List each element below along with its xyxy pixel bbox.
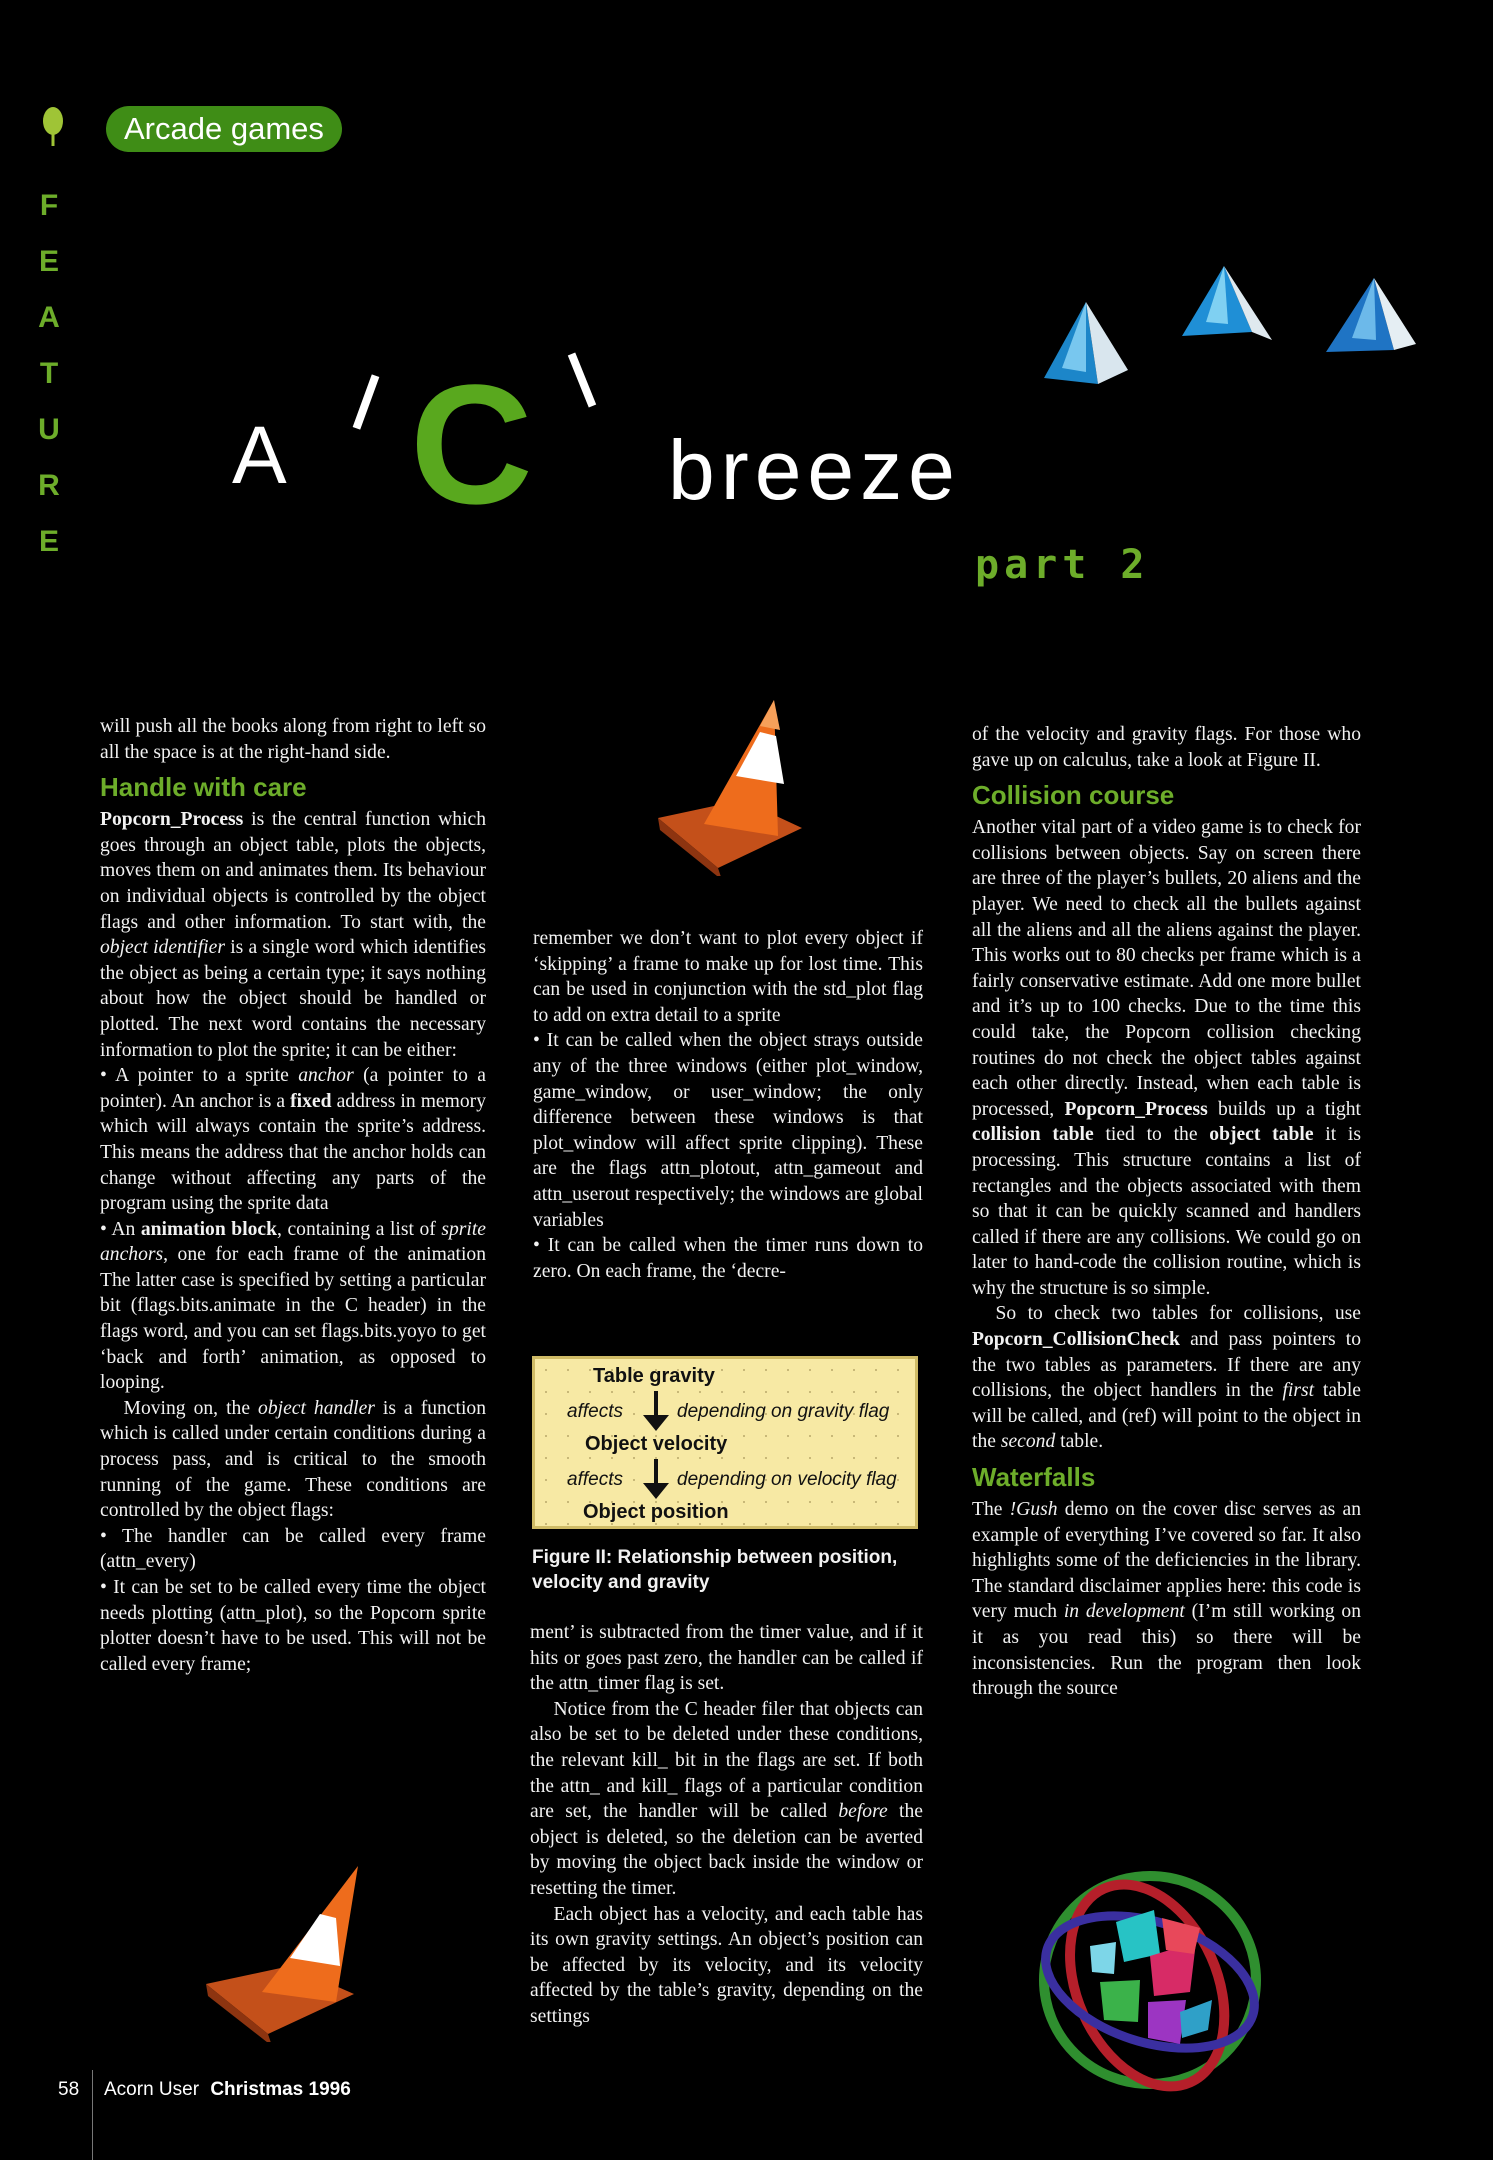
body-paragraph: Popcorn_Process is the central function which goes through an object table, plots the objects, moves them on and animates them. Its behaviour on individual objects is controlled by the object flags and other information. To start with, the object identifier is a single word which identifies the object as being a certain type; it says nothing about how the object should be handled or plotted. The next word contains the necessary information to plot the sprite; it can be either: xyxy=(100,809,486,1061)
bullet-item: • It can be called when the timer runs down to zero. On each frame, the ‘decre- xyxy=(533,1235,923,1282)
article-column-2 xyxy=(533,926,923,1284)
page-number: 58 xyxy=(58,2079,80,2100)
pyramid-icon xyxy=(1176,262,1276,346)
feature-letter: R xyxy=(38,469,60,502)
title-quote-right xyxy=(568,353,596,408)
footer-divider xyxy=(92,2070,93,2160)
body-paragraph: ment’ is subtracted from the timer value, and if it hits or goes past zero, the handler can be called if the attn_timer flag is set. xyxy=(530,1622,923,1695)
feature-letter: E xyxy=(38,525,59,558)
body-paragraph: Moving on, the object handler is a function which is called under certain conditions during a process pass, and is critical to the smooth running of the game. These conditions are controlled by the object flags: xyxy=(100,1397,486,1522)
section-heading: Waterfalls xyxy=(972,1462,1096,1493)
article-column-1 xyxy=(100,714,486,1677)
traffic-cone-icon xyxy=(202,1862,372,2042)
feature-letter: U xyxy=(38,413,60,446)
bullet-item: • It can be set to be called every time the object needs plotting (attn_plot), so the Popcorn sprite plotter doesn’t have to be used. This will not be called every frame; xyxy=(100,1577,486,1675)
diagram-node: Object position xyxy=(583,1501,729,1523)
section-heading: Handle with care xyxy=(100,772,307,803)
body-paragraph: So to check two tables for collisions, use Popcorn_CollisionCheck and pass pointers to the two tables as parameters. If there are any collisions, the object handlers in the first table will be called, and (ref) will point to the object in the second table. xyxy=(972,1303,1361,1453)
title-word-breeze: breeze xyxy=(668,423,961,517)
arrow-down-icon xyxy=(639,1457,673,1501)
title-quote-left xyxy=(353,374,380,429)
section-heading: Collision course xyxy=(972,780,1175,811)
diagram-edge-label: affects xyxy=(567,1469,623,1490)
body-paragraph: Notice from the C header filer that objects can also be set to be deleted under these conditions, the relevant kill_ bit in the flags are set. If both the attn_ and kill_ flags of a particular condition are set, the handler will be called before the object is deleted, so the deletion can be averted by moving the object back inside the window or resetting the timer. xyxy=(530,1698,923,1899)
bullet-item: • A pointer to a sprite anchor (a pointer to a pointer). An anchor is a fixed address in memory which will always contain the sprite’s address. This means the address that the anchor holds can change without affecting any parts of the program using the sprite data xyxy=(100,1065,486,1215)
footer-magazine xyxy=(104,2078,351,2102)
feature-section-label xyxy=(34,178,64,570)
diagram-node: Object velocity xyxy=(585,1433,728,1455)
body-paragraph: The !Gush demo on the cover disc serves as an example of everything I’ve covered so far. It also highlights some of the deficiencies in the library. The standard disclaimer applies here: this code is very much in development (I’m still working on it as you read this) so there will be inconsistencies. Run the program then look through the source xyxy=(972,1499,1361,1700)
magazine-name: Acorn User xyxy=(104,2079,200,2100)
bullet-item: • It can be called when the object strays outside any of the three windows (either plot_window, game_window, or user_window; the only difference between these windows is that plot_window will affect sprite clipping). These are the flags attn_plotout, attn_gameout and attn_userout respectively; the windows are global variables xyxy=(533,1030,923,1231)
feature-letter: E xyxy=(38,245,59,278)
traffic-cone-icon xyxy=(652,696,822,876)
title-word-a: A xyxy=(232,410,287,501)
section-pill: Arcade games xyxy=(106,106,342,152)
leaf-icon xyxy=(40,104,66,148)
subtitle-part: part 2 xyxy=(975,542,1150,588)
diagram-edge-label: depending on velocity flag xyxy=(677,1469,897,1490)
feature-letter: F xyxy=(39,189,59,222)
body-paragraph: remember we don’t want to plot every object if ‘skipping’ a frame to make up for lost time. This can be used in conjunction with the std_plot flag to add on extra detail to a sprite xyxy=(533,928,923,1026)
article-column-3 xyxy=(972,722,1361,1702)
body-paragraph: will push all the books along from right to left so all the space is at the right-hand side. xyxy=(100,716,486,763)
feature-letter: A xyxy=(38,301,60,334)
feature-letter: T xyxy=(39,357,59,390)
diagram-node: Table gravity xyxy=(593,1365,715,1387)
diagram-edge-label: affects xyxy=(567,1401,623,1422)
body-paragraph: of the velocity and gravity flags. For those who gave up on calculus, take a look at Figure II. xyxy=(972,724,1361,771)
arrow-down-icon xyxy=(639,1389,673,1433)
body-paragraph: Another vital part of a video game is to check for collisions between objects. Say on screen there are three of the player’s bullets, 20 aliens and the player. We need to check all the bullets against all the aliens and all the aliens against the player. This works out to 80 checks per frame which is a fairly conservative estimate. Add one more bullet and it’s up to 100 checks. Due to the time this could take, the Popcorn collision checking routines do not check the object tables against each other directly. Instead, when each table is processed, Popcorn_Process builds up a tight collision table tied to the object table it is processing. This structure contains a list of rectangles and the objects associated with them so that it can be quickly scanned and handlers called if there are any collisions. We could go on later to hand-code the collision routine, which is why the structure is so simple. xyxy=(972,817,1361,1299)
pyramid-icon xyxy=(1036,298,1132,388)
issue-name: Christmas 1996 xyxy=(210,2079,351,2100)
pyramid-icon xyxy=(1320,274,1420,358)
bullet-item: • The handler can be called every frame (attn_every) xyxy=(100,1525,486,1573)
body-paragraph: Each object has a velocity, and each table has its own gravity settings. An object’s position can be affected by its velocity, and its velocity affected by the table’s gravity, depending on the settings xyxy=(530,1903,923,2027)
wireframe-sphere-icon xyxy=(1030,1862,1270,2102)
diagram-edge-label: depending on gravity flag xyxy=(677,1401,890,1422)
article-column-2-continued xyxy=(530,1620,923,2030)
title-letter-c: C xyxy=(410,350,533,540)
figure-caption: Figure II: Relationship between position, velocity and gravity xyxy=(532,1547,898,1593)
figure-diagram xyxy=(532,1356,918,1529)
bullet-item: • An animation block, containing a list of sprite anchors, one for each frame of the animation The latter case is specified by setting a particular bit (flags.bits.animate in the C header) in the flags word, and you can set flags.bits.yoyo to get ‘back and forth’ animation, as opposed to looping. xyxy=(100,1218,486,1394)
